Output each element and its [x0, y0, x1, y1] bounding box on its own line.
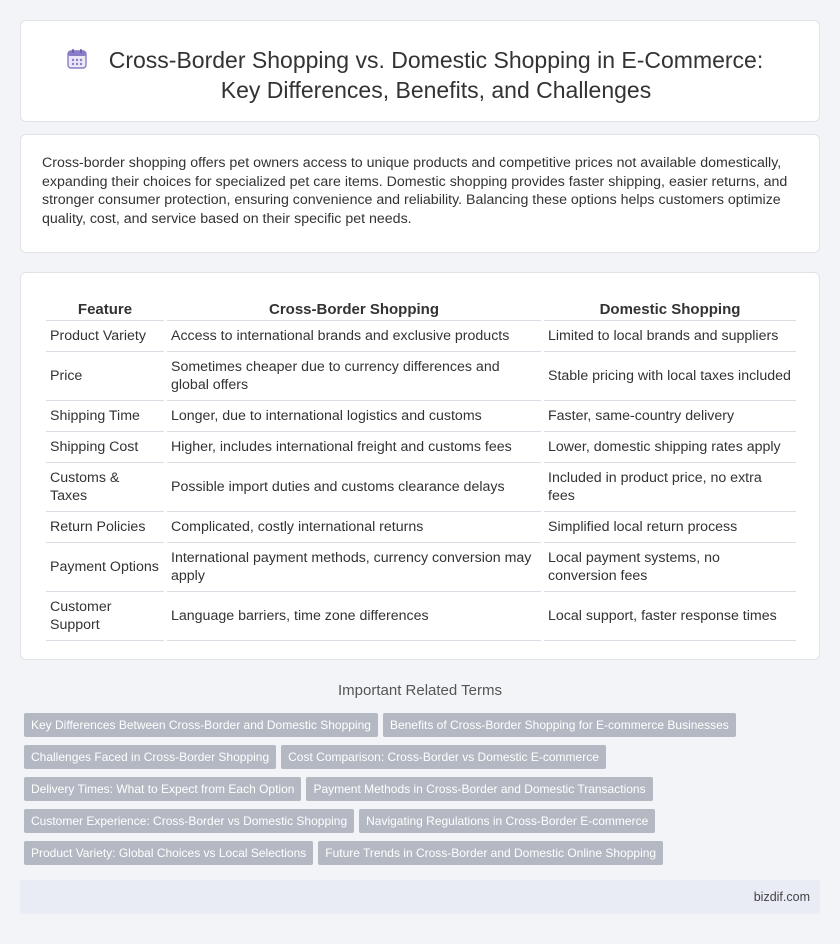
related-term-tag[interactable]: Key Differences Between Cross-Border and Domestic Shopping — [24, 713, 378, 737]
page-title: Cross-Border Shopping vs. Domestic Shopping in E-Commerce: Key Differences, Benefits, and Challenges — [108, 47, 764, 103]
feature-cell: Customs & Taxes — [46, 463, 164, 512]
domestic-cell: Faster, same-country delivery — [544, 401, 796, 432]
comparison-table-card — [20, 272, 820, 660]
related-term-tag[interactable]: Product Variety: Global Choices vs Local Selections — [24, 841, 313, 865]
domestic-cell: Included in product price, no extra fees — [544, 463, 796, 512]
related-term-tag[interactable]: Navigating Regulations in Cross-Border E-commerce — [359, 809, 655, 833]
related-term-tag[interactable]: Payment Methods in Cross-Border and Domestic Transactions — [306, 777, 652, 801]
table-row — [46, 543, 796, 592]
cross-border-cell: Language barriers, time zone differences — [167, 592, 541, 641]
title-card — [20, 20, 820, 122]
column-header-domestic: Domestic Shopping — [544, 297, 796, 321]
related-term-tag[interactable]: Delivery Times: What to Expect from Each Option — [24, 777, 301, 801]
table-row — [46, 592, 796, 641]
footer — [20, 880, 820, 914]
related-term-tag[interactable]: Challenges Faced in Cross-Border Shopping — [24, 745, 276, 769]
table-row — [46, 463, 796, 512]
feature-cell: Customer Support — [46, 592, 164, 641]
cross-border-cell: Access to international brands and exclusive products — [167, 321, 541, 352]
column-header-cross-border: Cross-Border Shopping — [167, 297, 541, 321]
feature-cell: Shipping Time — [46, 401, 164, 432]
intro-card — [20, 134, 820, 253]
table-row — [46, 512, 796, 543]
domestic-cell: Lower, domestic shipping rates apply — [544, 432, 796, 463]
table-row — [46, 352, 796, 401]
related-term-tag[interactable]: Customer Experience: Cross-Border vs Domestic Shopping — [24, 809, 354, 833]
cross-border-cell: Complicated, costly international returns — [167, 512, 541, 543]
table-row — [46, 401, 796, 432]
related-term-tag[interactable]: Cost Comparison: Cross-Border vs Domestic E-commerce — [281, 745, 606, 769]
intro-paragraph: Cross-border shopping offers pet owners access to unique products and competitive prices not available domestically, expanding their choices for specialized pet care items. Domestic shopping provides faster shipping, easier returns, and stronger consumer protection, ensuring convenience and reliability. Balancing these options helps customers optimize quality, cost, and service based on their specific pet needs. — [42, 155, 788, 228]
feature-cell: Shipping Cost — [46, 432, 164, 463]
column-header-feature: Feature — [46, 297, 164, 321]
cross-border-cell: Longer, due to international logistics and customs — [167, 401, 541, 432]
domestic-cell: Simplified local return process — [544, 512, 796, 543]
table-row — [46, 432, 796, 463]
domestic-cell: Local support, faster response times — [544, 592, 796, 641]
related-term-tag[interactable]: Future Trends in Cross-Border and Domestic Online Shopping — [318, 841, 663, 865]
cross-border-cell: Higher, includes international freight and customs fees — [167, 432, 541, 463]
feature-cell: Return Policies — [46, 512, 164, 543]
feature-cell: Product Variety — [46, 321, 164, 352]
cross-border-cell: International payment methods, currency conversion may apply — [167, 543, 541, 592]
related-term-tag[interactable]: Benefits of Cross-Border Shopping for E-commerce Businesses — [383, 713, 736, 737]
cross-border-cell: Possible import duties and customs clearance delays — [167, 463, 541, 512]
related-terms-list — [24, 713, 824, 873]
cross-border-cell: Sometimes cheaper due to currency differences and global offers — [167, 352, 541, 401]
domestic-cell: Limited to local brands and suppliers — [544, 321, 796, 352]
domestic-cell: Local payment systems, no conversion fees — [544, 543, 796, 592]
feature-cell: Price — [46, 352, 164, 401]
comparison-table — [43, 297, 799, 641]
site-name[interactable]: bizdif.com — [753, 890, 810, 904]
domestic-cell: Stable pricing with local taxes included — [544, 352, 796, 401]
table-header-row — [46, 297, 796, 321]
table-row — [46, 321, 796, 352]
related-terms-heading: Important Related Terms — [338, 682, 502, 699]
feature-cell: Payment Options — [46, 543, 164, 592]
